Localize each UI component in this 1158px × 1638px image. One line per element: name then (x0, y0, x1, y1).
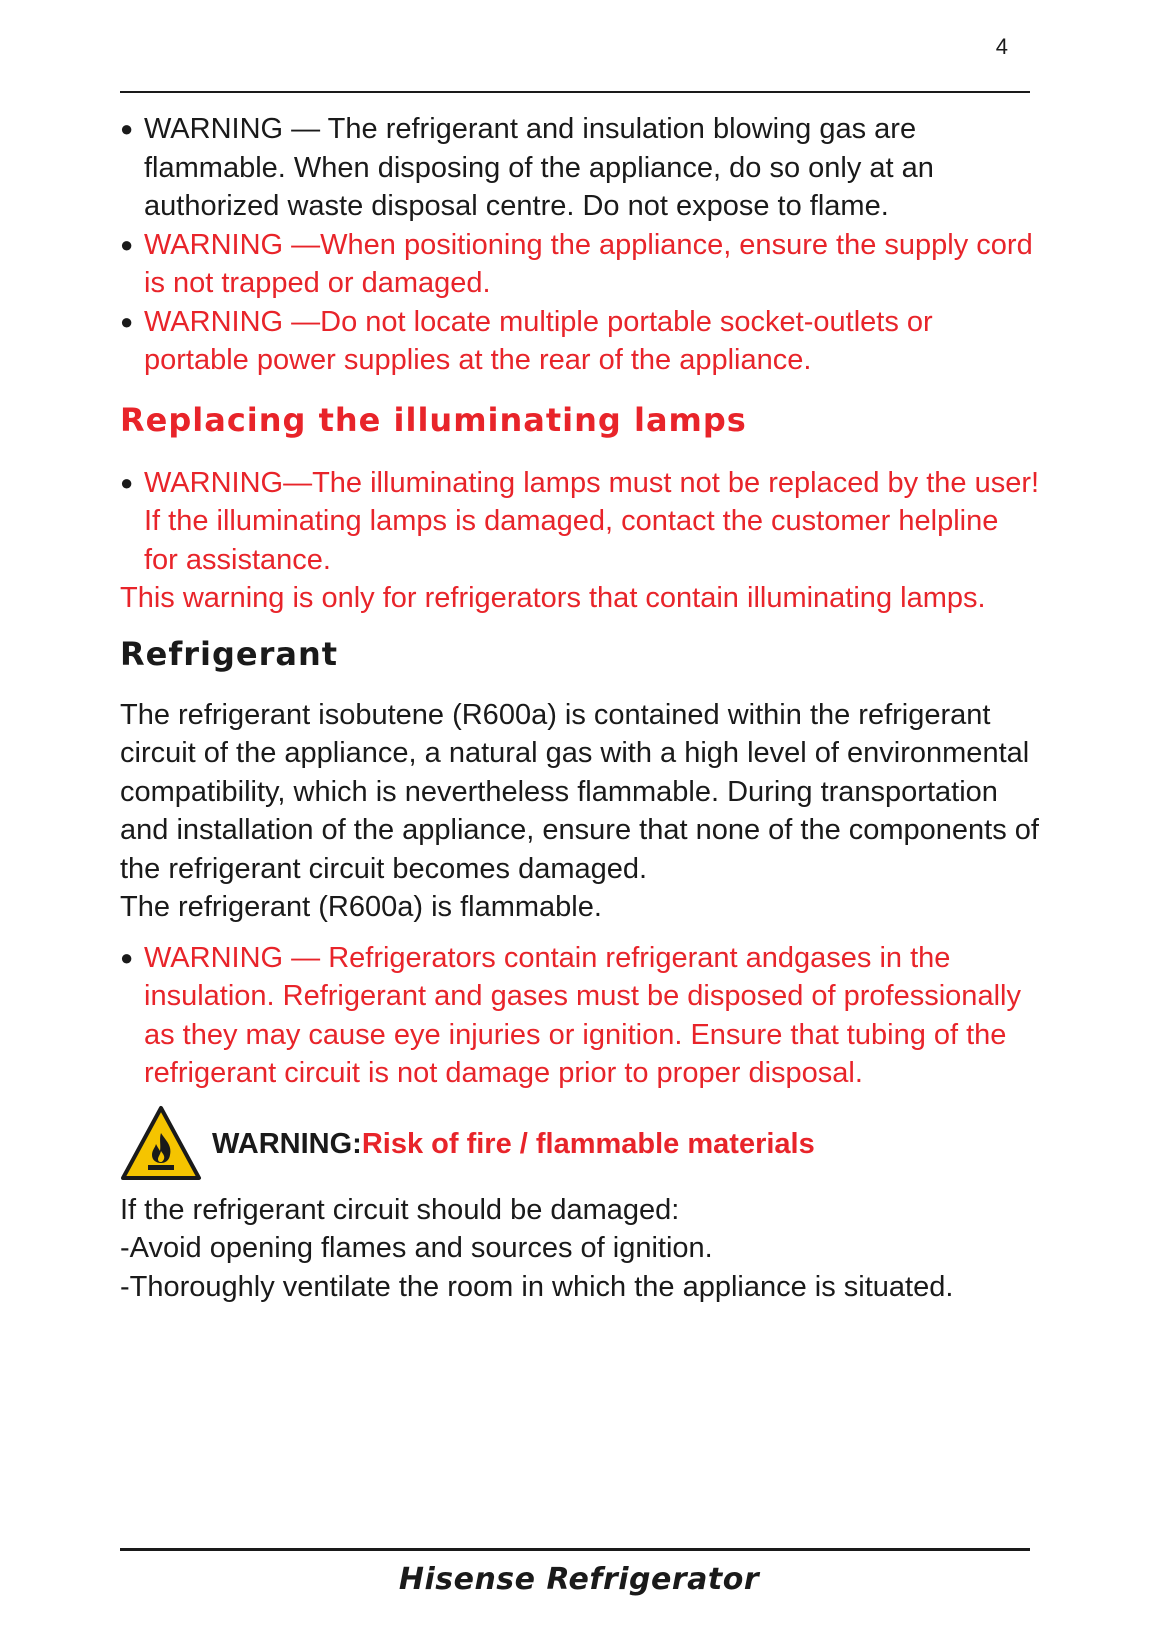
fire-warning-text (212, 1121, 815, 1164)
fire-warning (120, 1105, 1040, 1181)
bullet-icon: ● (120, 469, 134, 495)
section-heading-lamps: Replacing the illuminating lamps (120, 400, 747, 439)
spacer (120, 927, 1040, 939)
refrigerant-flammable-note: The refrigerant (R600a) is flammable. (120, 891, 602, 923)
warning-item (120, 110, 1040, 226)
damage-instruction: -Thoroughly ventilate the room in which the appliance is situated. (120, 1270, 954, 1303)
bottom-divider (120, 1548, 1030, 1551)
warning-item (120, 939, 1040, 1093)
bullet-icon: ● (120, 308, 134, 334)
warning-text: WARNING —Do not locate multiple portable socket-outlets or portable power supplies at the rear of the appliance. (144, 305, 933, 376)
warning-text: WARNING —When positioning the appliance, ensure the supply cord is not trapped or damaged. (144, 228, 1033, 299)
brand-footer: Hisense Refrigerator (398, 1562, 760, 1597)
damage-instruction: If the refrigerant circuit should be damaged: (120, 1193, 680, 1226)
section-heading-refrigerant: Refrigerant (120, 634, 339, 673)
bullet-icon: ● (120, 231, 134, 257)
refrigerant-paragraph: The refrigerant isobutene (R600a) is contained within the refrigerant circuit of the appliance, a natural gas with a high level of environmental compatibility, which is nevertheless flammable. During transportation and installation of the appliance, ensure that none of the components of the refrigerant circuit becomes damaged. (120, 698, 1039, 885)
damage-instruction: -Avoid opening flames and sources of ignition. (120, 1232, 713, 1264)
lamps-note: This warning is only for refrigerators that contain illuminating lamps. (120, 582, 986, 614)
warning-item (120, 303, 1040, 380)
warning-text: WARNING—The illuminating lamps must not be replaced by the user! If the illuminating lamps is damaged, contact the customer helpline for assistance. (144, 466, 1040, 576)
bullet-icon: ● (120, 944, 134, 970)
warning-item (120, 464, 1040, 580)
warning-item (120, 226, 1040, 303)
top-divider (120, 91, 1030, 93)
page-content (120, 110, 1040, 1306)
flammable-warning-icon (120, 1105, 202, 1181)
page-number: 4 (995, 34, 1008, 59)
fire-warning-prefix: WARNING: (212, 1128, 362, 1161)
fire-warning-message: Risk of fire / flammable materials (361, 1128, 815, 1161)
warning-text: WARNING — Refrigerators contain refrigerant andgases in the insulation. Refrigerant and gases must be disposed of professionally as they may cause eye injuries or ignition. Ensure that tubing of the refrigerant circuit is not damage prior to proper disposal. (144, 941, 1021, 1089)
warning-text: WARNING — The refrigerant and insulation blowing gas are flammable. When disposing of the appliance, do so only at an authorized waste disposal centre. Do not expose to flame. (144, 113, 934, 222)
bullet-icon: ● (120, 116, 134, 141)
